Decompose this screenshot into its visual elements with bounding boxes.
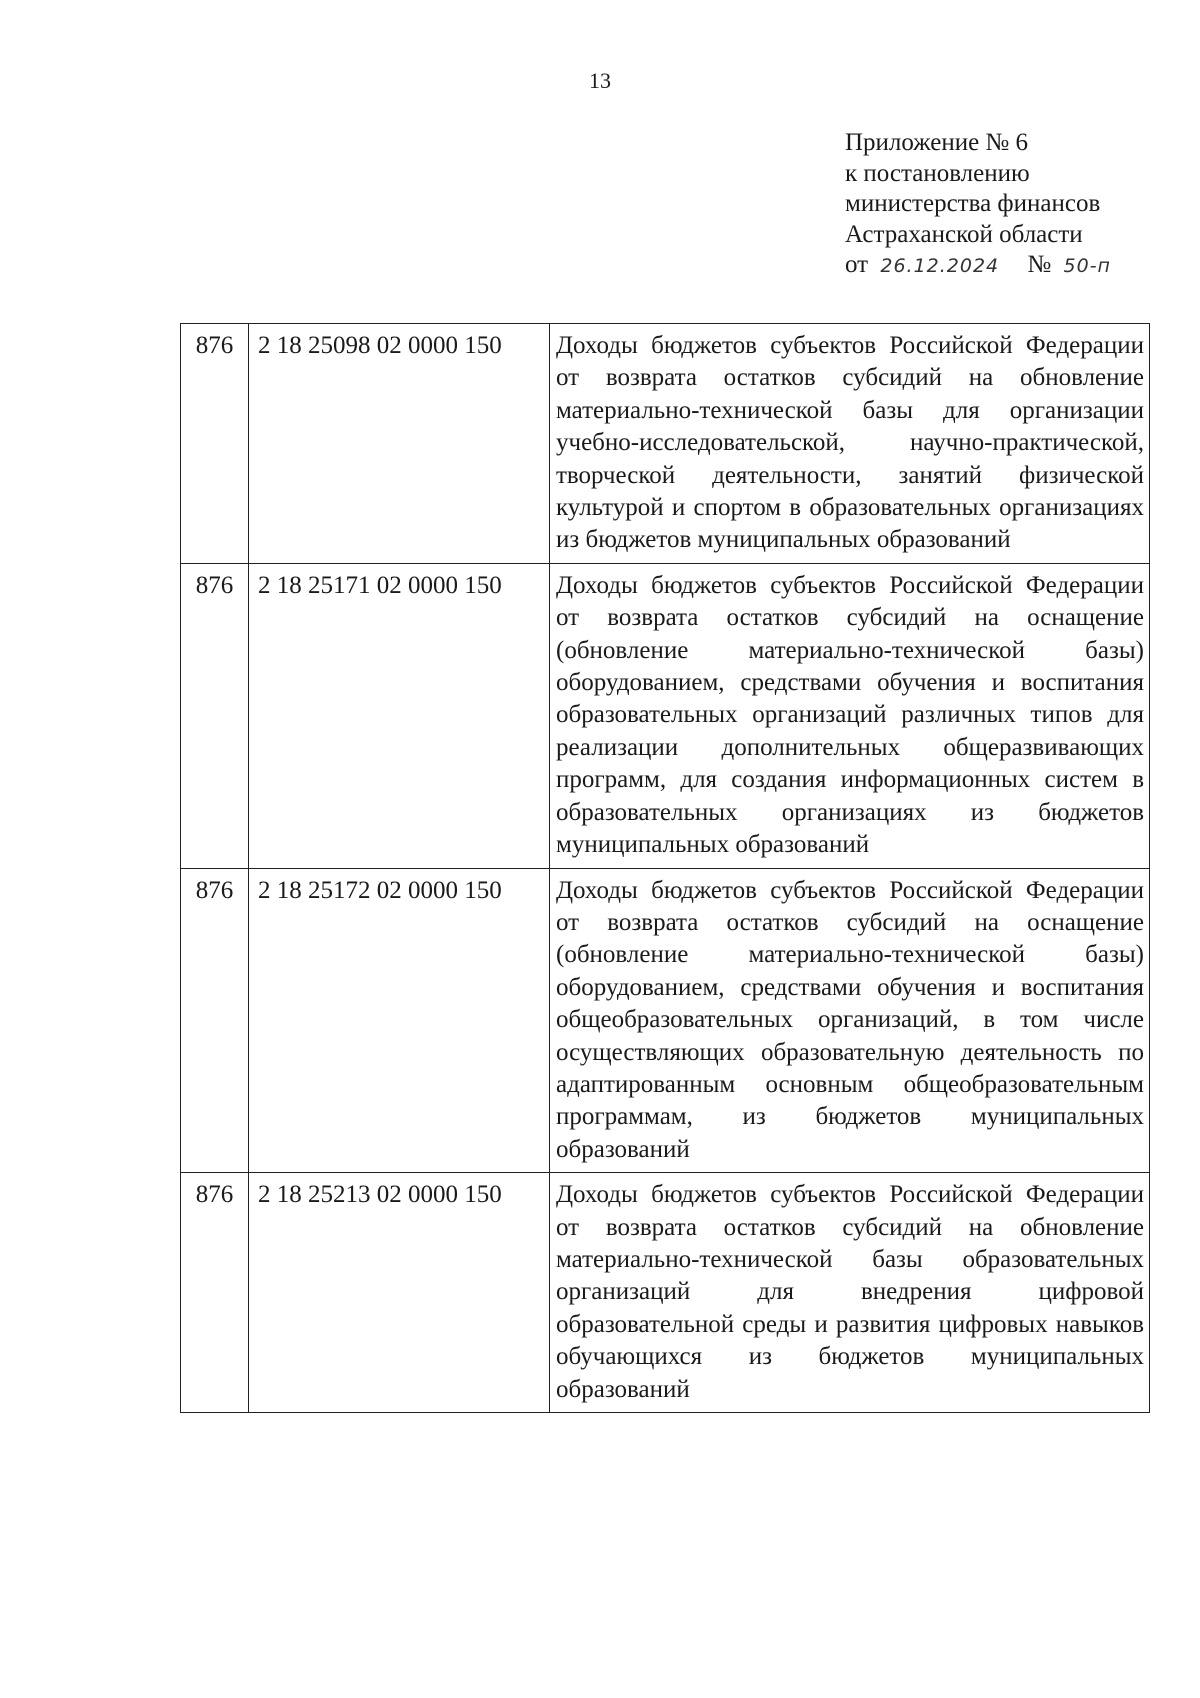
budget-codes-table (180, 323, 1150, 1413)
appendix-title: Приложение № 6 (845, 129, 1029, 156)
appendix-issuer: министерства финансов (845, 190, 1101, 217)
table-row (181, 868, 1150, 1173)
date-prefix: от (845, 251, 869, 278)
budget-code-cell: 2 18 25172 02 0000 150 (249, 868, 550, 1173)
appendix-reference: к постановлению (845, 159, 1030, 187)
description-cell: Доходы бюджетов субъектов Российской Федерации от возврата остатков субсидий на обновление материально-технической базы образовательных организаций для внедрения цифровой образовательной среды и развития цифровых навыков обучающихся из бюджетов муниципальных образований (550, 1173, 1150, 1413)
table-row (181, 324, 1150, 564)
table-row (181, 563, 1150, 868)
admin-code-cell: 876 (181, 563, 249, 868)
description-cell: Доходы бюджетов субъектов Российской Федерации от возврата остатков субсидий на оснащение (обновление материально-технической базы) оборудованием, средствами обучения и воспитания общеобразовательных организаций, в том числе осуществляющих образовательную деятельность по адаптированным основным общеобразовательным программам, из бюджетов муниципальных образований (550, 868, 1150, 1173)
budget-code-cell: 2 18 25213 02 0000 150 (249, 1173, 550, 1413)
appendix-region: Астраханской области (845, 220, 1083, 248)
admin-code-cell: 876 (181, 868, 249, 1173)
description-cell: Доходы бюджетов субъектов Российской Федерации от возврата остатков субсидий на оснащение (обновление материально-технической базы) оборудованием, средствами обучения и воспитания образовательных организаций различных типов для реализации дополнительных общеразвивающих программ, для создания информационных систем в образовательных организациях из бюджетов муниципальных образований (550, 563, 1150, 868)
description-cell: Доходы бюджетов субъектов Российской Федерации от возврата остатков субсидий на обновление материально-технической базы для организации учебно-исследовательской, научно-практической, творческой деятельности, занятий физической культурой и спортом в образовательных организациях из бюджетов муниципальных образований (550, 324, 1150, 564)
page-number: 13 (589, 68, 611, 93)
admin-code-cell: 876 (181, 1173, 249, 1413)
budget-code-cell: 2 18 25098 02 0000 150 (249, 324, 550, 564)
appendix-header (845, 128, 1111, 282)
handwritten-date: 26.12.2024 (880, 255, 1000, 277)
budget-code-cell: 2 18 25171 02 0000 150 (249, 563, 550, 868)
table-row (181, 1173, 1150, 1413)
admin-code-cell: 876 (181, 324, 249, 564)
appendix-date-line (845, 250, 1111, 282)
handwritten-number: 50-п (1063, 255, 1111, 277)
number-label: № (1027, 251, 1052, 278)
